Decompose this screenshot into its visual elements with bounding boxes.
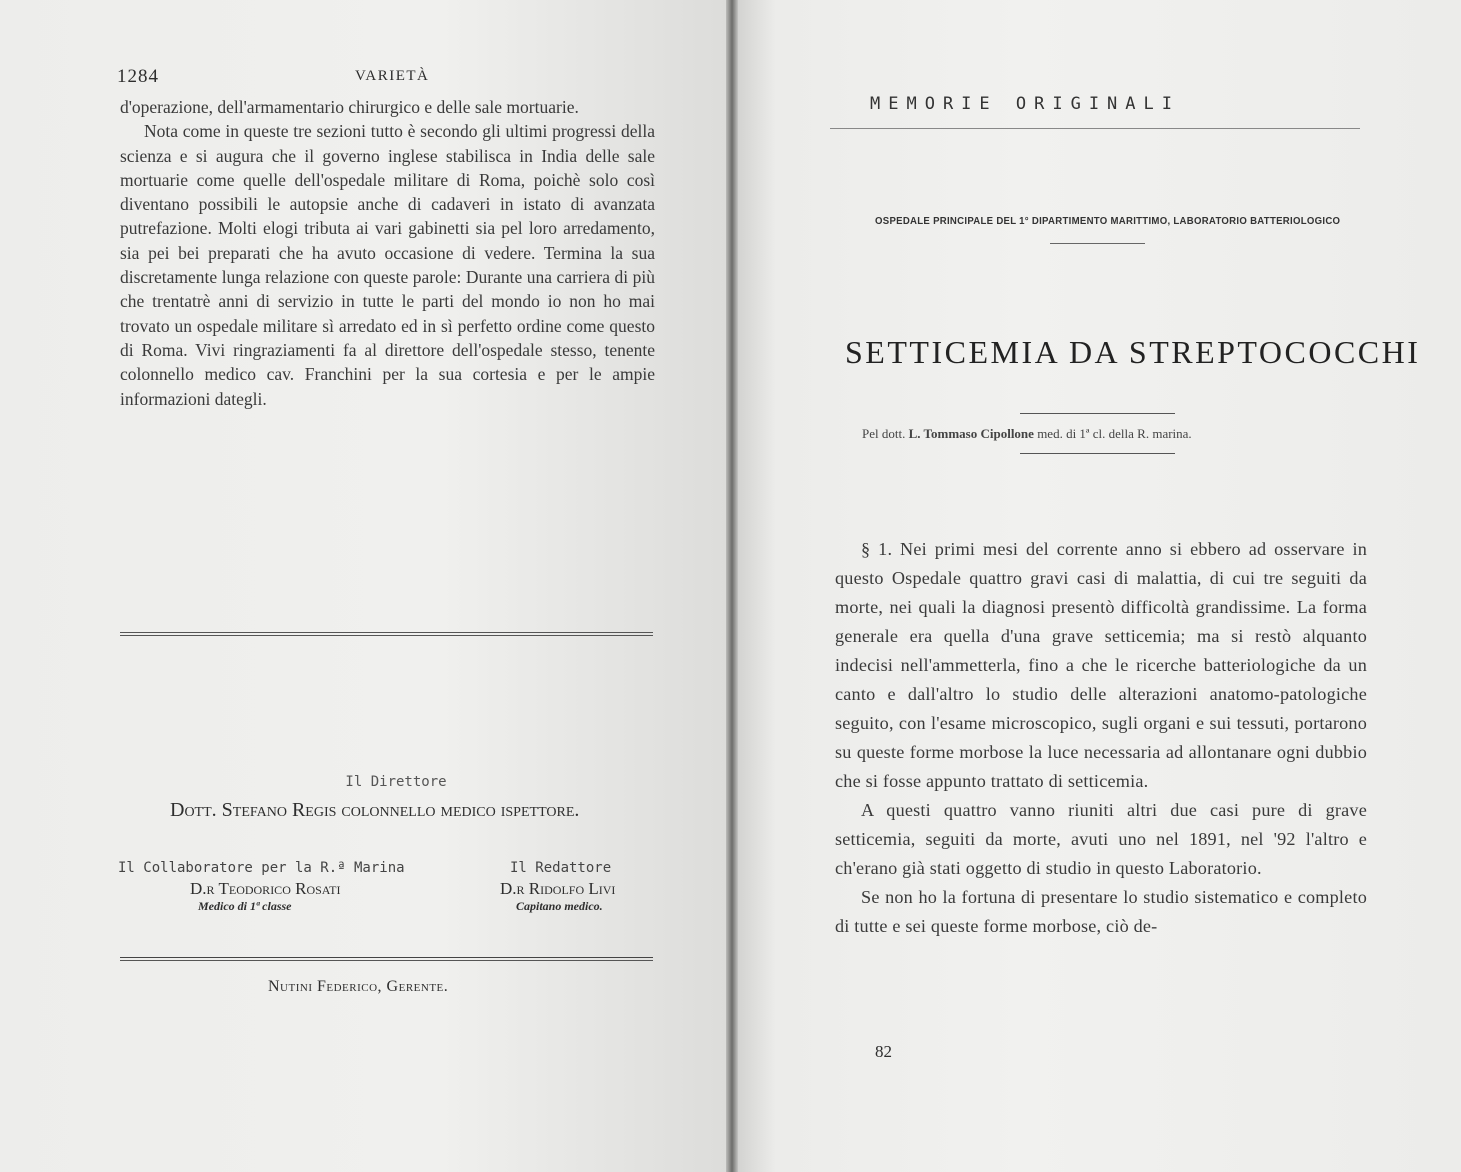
collaborator-role: Medico di 1ª classe [198,899,292,913]
editor-name: D.r Ridolfo Livi [500,879,616,898]
printer-credit: Nutini Federico, Gerente. [268,978,449,995]
director-label: Il Direttore [345,774,447,790]
right-body-text [835,535,1367,941]
page-number-left: 1284 [117,66,159,87]
section-rule [830,128,1360,129]
footer-rule [120,957,653,961]
hospital-line: OSPEDALE PRINCIPALE DEL 1° DIPARTIMENTO MARITTIMO, LABORATORIO BATTERIOLOGICO [875,216,1341,227]
page-number-right: 82 [875,1042,892,1061]
paragraph: d'operazione, dell'armamentario chirurgico e delle sale mortuarie. [120,97,579,117]
editor-label: Il Redattore [510,860,612,876]
book-gutter [726,0,738,1172]
short-rule [1020,413,1175,414]
paragraph: Nota come in queste tre sezioni tutto è secondo gli ultimi progressi della scienza e si augura che il governo inglese stabilisca in India delle sale mortuarie come quelle dell'ospedale militare di Roma, poichè solo così diventano possibili le autopsie anche di cadaveri in istato di avanzata putrefazione. Molti elogi tributa ai vari gabinetti sia pel loro arredamento, sia pei bei preparati che ha avuto occasione di vedere. Termina la sua discretamente lunga relazione con queste parole: Durante una carriera di più che trentatrè anni di servizio in tutte le parti del mondo io non ho mai trovato un ospedale militare sì arredato ed in sì perfetto ordine come questo di Roma. Vivi ringraziamenti fa al direttore dell'ospedale stesso, tenente colonnello medico cav. Franchini per la sua cortesia e per le ampie informazioni dategli. [120,121,655,409]
short-rule [1050,243,1145,244]
author-suffix: med. di 1ª cl. della R. marina. [1037,426,1192,441]
paragraph: A questi quattro vanno riuniti altri due casi pure di grave setticemia, seguiti da morte, avuti uno nel 1891, nel '92 l'altro e ch'erano già stati oggetto di studio in questo Laboratorio. [835,800,1367,878]
collaborator-label: Il Collaboratore per la R.ª Marina [118,860,405,876]
article-title: SETTICEMIA DA STREPTOCOCCHI [845,334,1421,370]
paragraph: § 1. Nei primi mesi del corrente anno si ebbero ad osservare in questo Ospedale quattro gravi casi di malattia, di cui tre seguiti da morte, nei quali la diagnosi presentò difficoltà grandissime. La forma generale era quella d'una grave setticemia; ma si restò alquanto indecisi nell'ammetterla, fino a che le ricerche batteriologiche da un canto e dall'altro lo studio delle alterazioni anatomo-patologiche seguito, con l'esame microscopico, sugli organi e sui tessuti, portarono su queste forme morbose la luce necessaria ad allontanare ogni dubbio che si fosse appunto trattato di setticemia. [835,539,1367,791]
collaborator-name: D.r Teodorico Rosati [190,879,341,898]
author-prefix: Pel dott. [862,426,906,441]
short-rule [1020,453,1175,454]
editor-role: Capitano medico. [516,899,603,913]
paragraph: Se non ho la fortuna di presentare lo studio sistematico e completo di tutte e sei queste forme morbose, ciò de- [835,887,1367,936]
running-head: VARIETÀ [355,68,430,84]
author-line [862,426,1192,442]
director-name: Dott. Stefano Regis colonnello medico ispettore. [170,799,580,821]
double-rule [120,632,653,636]
author-name: L. Tommaso Cipollone [908,426,1034,441]
section-title: MEMORIE ORIGINALI [870,94,1180,114]
left-body-text [120,95,655,411]
